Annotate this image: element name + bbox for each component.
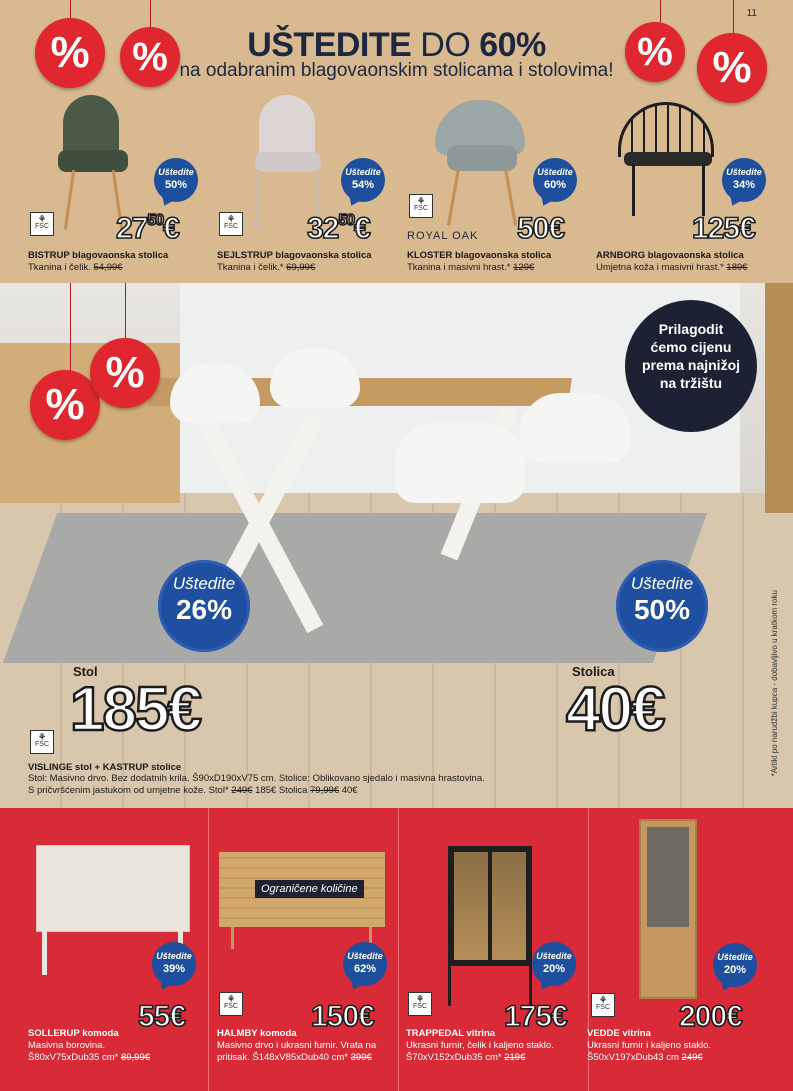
product-name: VEDDE vitrina [587,1028,651,1039]
chair-leg [632,164,635,216]
table-label: Stol [73,664,98,679]
price: 175€ [504,1000,567,1033]
white-chair [520,393,630,463]
product-name: SOLLERUP komoda [28,1028,119,1039]
discount-badge: Uštedite 54% [341,158,385,202]
product-desc: Umjetna koža i masivni hrast.* 189€ [596,262,748,273]
page-number: 11 [746,8,757,19]
percent-tag: % [120,27,180,87]
price: 50€ [517,212,565,245]
percent-tag: % [30,370,100,440]
fsc-logo: ⚘ FSC [591,993,615,1017]
discount-badge: Uštedite 39% [152,942,196,986]
product-halmby[interactable] [217,840,393,1090]
percent-tag: % [90,338,160,408]
product-vedde[interactable] [587,815,763,1091]
chair-image [618,102,714,157]
product-desc: Masivna borovina. Š80xV75xDub35 cm* 89,99€ [28,1040,151,1063]
tag-string [125,283,126,341]
product-sejlstrup[interactable] [217,90,389,275]
product-desc: Tkanina i masivni hrast.* 129€ [407,262,535,273]
discount-badge: Uštedite 20% [713,943,757,987]
fsc-logo: ⚘ FSC [219,212,243,236]
product-desc: Ukrasni furnir, čelik i kaljeno staklo. Š70xV152xDub35 cm* 219€ [406,1040,554,1063]
product-trappedal[interactable] [406,840,582,1090]
chair-seat [58,150,128,172]
dresser-image [36,845,190,932]
feature-desc-1: Stol: Masivno drvo. Bez dodatnih krila. Š90xD190xV75 cm. Stolice: Oblikovano sjedalo i masivna hrastovina. [28,773,485,784]
product-name: SEJLSTRUP blagovaonska stolica [217,250,372,261]
product-name: ARNBORG blagovaonska stolica [596,250,744,261]
price: $32^{50}€$ [307,212,370,245]
fsc-logo: ⚘ FSC [408,992,432,1016]
feature-desc-2: S pričvršćenim jastukom od umjetne kože. Stol* 249€ 185€ Stolica 79,99€ 40€ [28,785,358,796]
discount-badge [154,158,198,202]
chair-leg [702,164,705,216]
badge-prefix: Uštedite [158,167,194,177]
headline-light: DO [420,26,471,64]
product-kloster[interactable] [407,90,579,275]
price: 200€ [679,1000,742,1033]
chair-seat [624,152,712,166]
cabinet-glass [647,827,689,927]
table-discount-badge: Uštedite 26% [158,560,250,652]
price: 55€ [138,1000,186,1033]
product-name: KLOSTER blagovaonska stolica [407,250,552,261]
side-note: *Artikl po narudžbi kupca - dobavljivo u kratkom roku [770,590,779,777]
badge-value: 50% [164,179,188,191]
limited-stock-label: Ograničene količine [255,880,364,898]
feature-info [28,762,728,797]
headline-percent: 60% [479,26,546,64]
divider [208,808,209,1091]
white-chair [395,423,525,503]
price: $27^{50}€$ [116,212,179,245]
fsc-logo: ⚘ FSC [30,730,54,754]
rug [3,513,708,663]
cabinet-glass [492,852,526,960]
discount-badge: Uštedite 34% [722,158,766,202]
product-desc: Ukrasni furnir i kaljeno staklo. Š50xV197xDub43 cm 249€ [587,1040,712,1063]
product-name: TRAPPEDAL vitrina [406,1028,496,1039]
price: 125€ [692,212,755,245]
chair-leg [447,168,460,226]
discount-badge: Uštedite 20% [532,942,576,986]
discount-badge: Uštedite 60% [533,158,577,202]
price: 150€ [311,1000,374,1033]
cabinet [765,283,793,513]
feature-name: VISLINGE stol + KASTRUP stolice [28,762,182,773]
chair-label: Stolica [572,664,615,679]
tag-string [660,0,661,25]
product-desc: Tkanina i čelik. 54,99€ [28,262,123,273]
divider [398,808,399,1091]
table-price: 185€ [70,675,200,744]
royal-oak-logo: ROYAL OAK [407,230,479,242]
percent-tag: % [35,18,105,88]
tag-string [150,0,151,28]
price-match-bubble: Prilagodit ćemo cijenu prema najnižoj na tržištu [625,300,757,432]
subheadline: na odabranim blagovaonskim stolicama i stolovima! [179,60,614,81]
dresser-leg [42,930,47,975]
fsc-logo: ⚘ FSC [219,992,243,1016]
tag-string [70,283,71,373]
product-desc: Masivno drvo i ukrasni furnir. Vrata na pritisak. Š148xV85xDub40 cm* 399€ [217,1040,377,1063]
percent-tag: % [697,33,767,103]
product-name: HALMBY komoda [217,1028,297,1039]
product-name: BISTRUP blagovaonska stolica [28,250,169,261]
product-arnborg[interactable] [596,90,768,275]
chair-discount-badge: Uštedite 50% [616,560,708,652]
chair-price: 40€ [566,675,664,744]
product-desc: Tkanina i čelik.* 69,99€ [217,262,316,273]
headline-bold: UŠTEDITE [247,26,412,64]
discount-badge: Uštedite 62% [343,942,387,986]
cabinet-glass [454,852,488,960]
product-sollerup[interactable] [28,840,204,1090]
chair-leg [257,170,259,230]
chair-leg [64,170,75,230]
percent-tag: % [625,22,685,82]
dresser-leg [231,927,234,949]
chair-seat [255,152,321,172]
fsc-logo: ⚘ FSC [30,212,54,236]
product-bistrup[interactable] [28,90,200,275]
fsc-logo: ⚘ FSC [409,194,433,218]
chair-leg [504,168,517,226]
